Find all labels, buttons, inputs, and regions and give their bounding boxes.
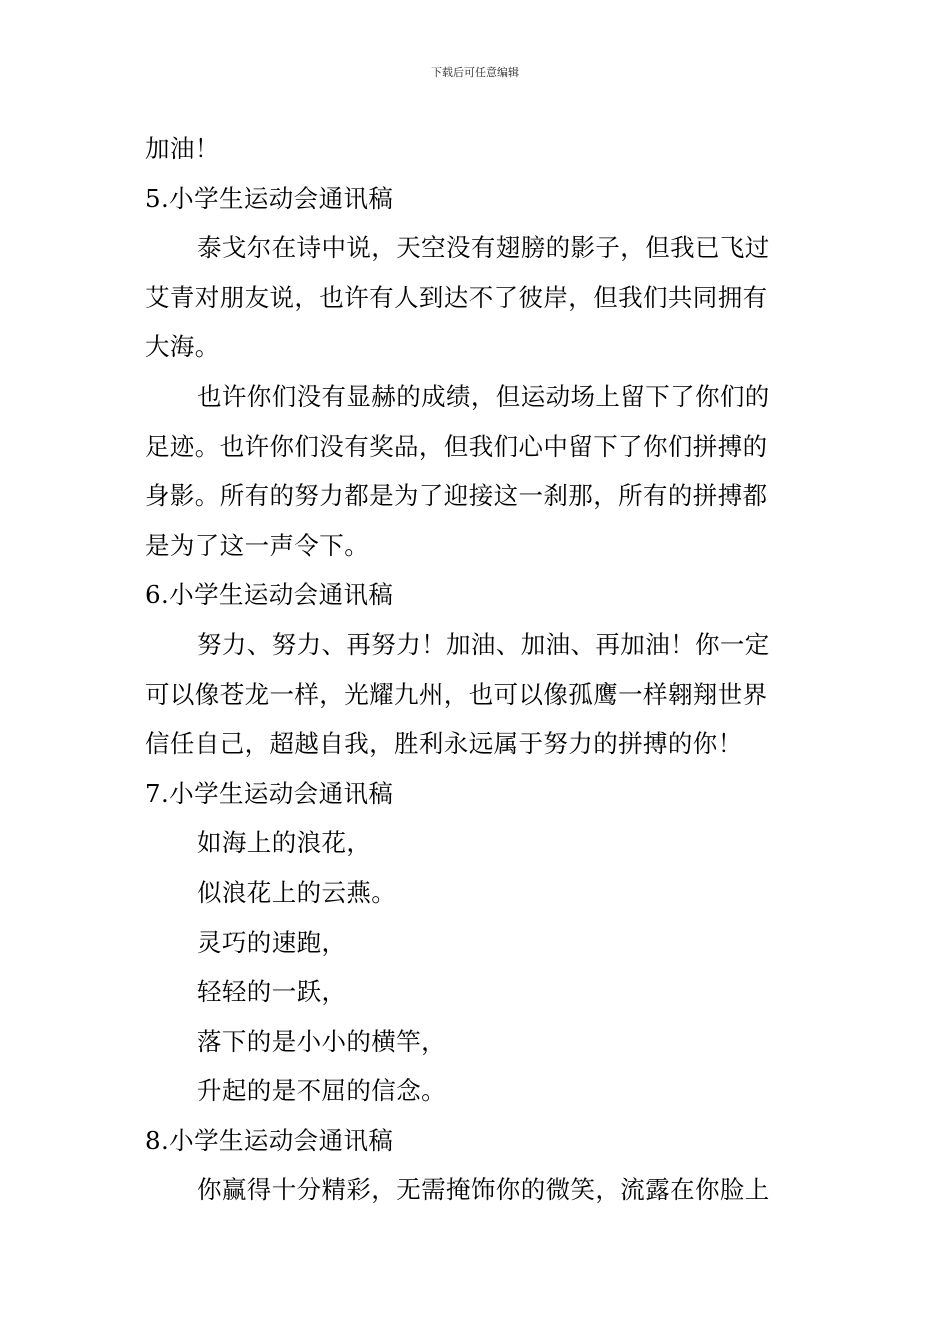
paragraph-line: 可以像苍龙一样，光耀九州，也可以像孤鹰一样翱翔世界 <box>145 679 768 709</box>
poem-line: 如海上的浪花， <box>197 828 372 858</box>
document-body <box>145 124 810 1215</box>
paragraph-line: 也许你们没有显赫的成绩，但运动场上留下了你们的 <box>197 381 770 411</box>
section-heading-6: 6.小学生运动会通讯稿 <box>145 580 394 610</box>
paragraph-line: 大海。 <box>145 332 220 362</box>
section-heading-7: 7.小学生运动会通讯稿 <box>145 778 394 808</box>
paragraph-line: 是为了这一声令下。 <box>145 530 370 560</box>
paragraph-line: 身影。所有的努力都是为了迎接这一刹那，所有的拼搏都 <box>145 481 768 511</box>
poem-line: 升起的是不屈的信念。 <box>197 1076 446 1106</box>
paragraph-line: 信任自己，超越自我，胜利永远属于努力的拼搏的你！ <box>145 729 743 759</box>
poem-line: 灵巧的速跑， <box>197 927 347 957</box>
poem-line: 轻轻的一跃， <box>197 977 347 1007</box>
paragraph-line: 努力、努力、再努力！加油、加油、再加油！你一定 <box>197 629 770 659</box>
poem-line: 似浪花上的云燕。 <box>197 877 397 907</box>
section-heading-5: 5.小学生运动会通讯稿 <box>145 183 394 213</box>
section-heading-8: 8.小学生运动会通讯稿 <box>145 1125 394 1155</box>
paragraph-line: 泰戈尔在诗中说，天空没有翅膀的影子，但我已飞过 <box>197 233 770 263</box>
text-line-1: 加油！ <box>145 134 220 163</box>
paragraph-line: 艾青对朋友说，也许有人到达不了彼岸，但我们共同拥有 <box>145 282 768 312</box>
poem-line: 落下的是小小的横竿， <box>197 1026 446 1056</box>
page-header: 下载后可任意编辑 <box>431 66 519 79</box>
paragraph-line: 足迹。也许你们没有奖品，但我们心中留下了你们拼搏的 <box>145 431 768 461</box>
paragraph-line: 你赢得十分精彩，无需掩饰你的微笑，流露在你脸上 <box>197 1175 770 1205</box>
